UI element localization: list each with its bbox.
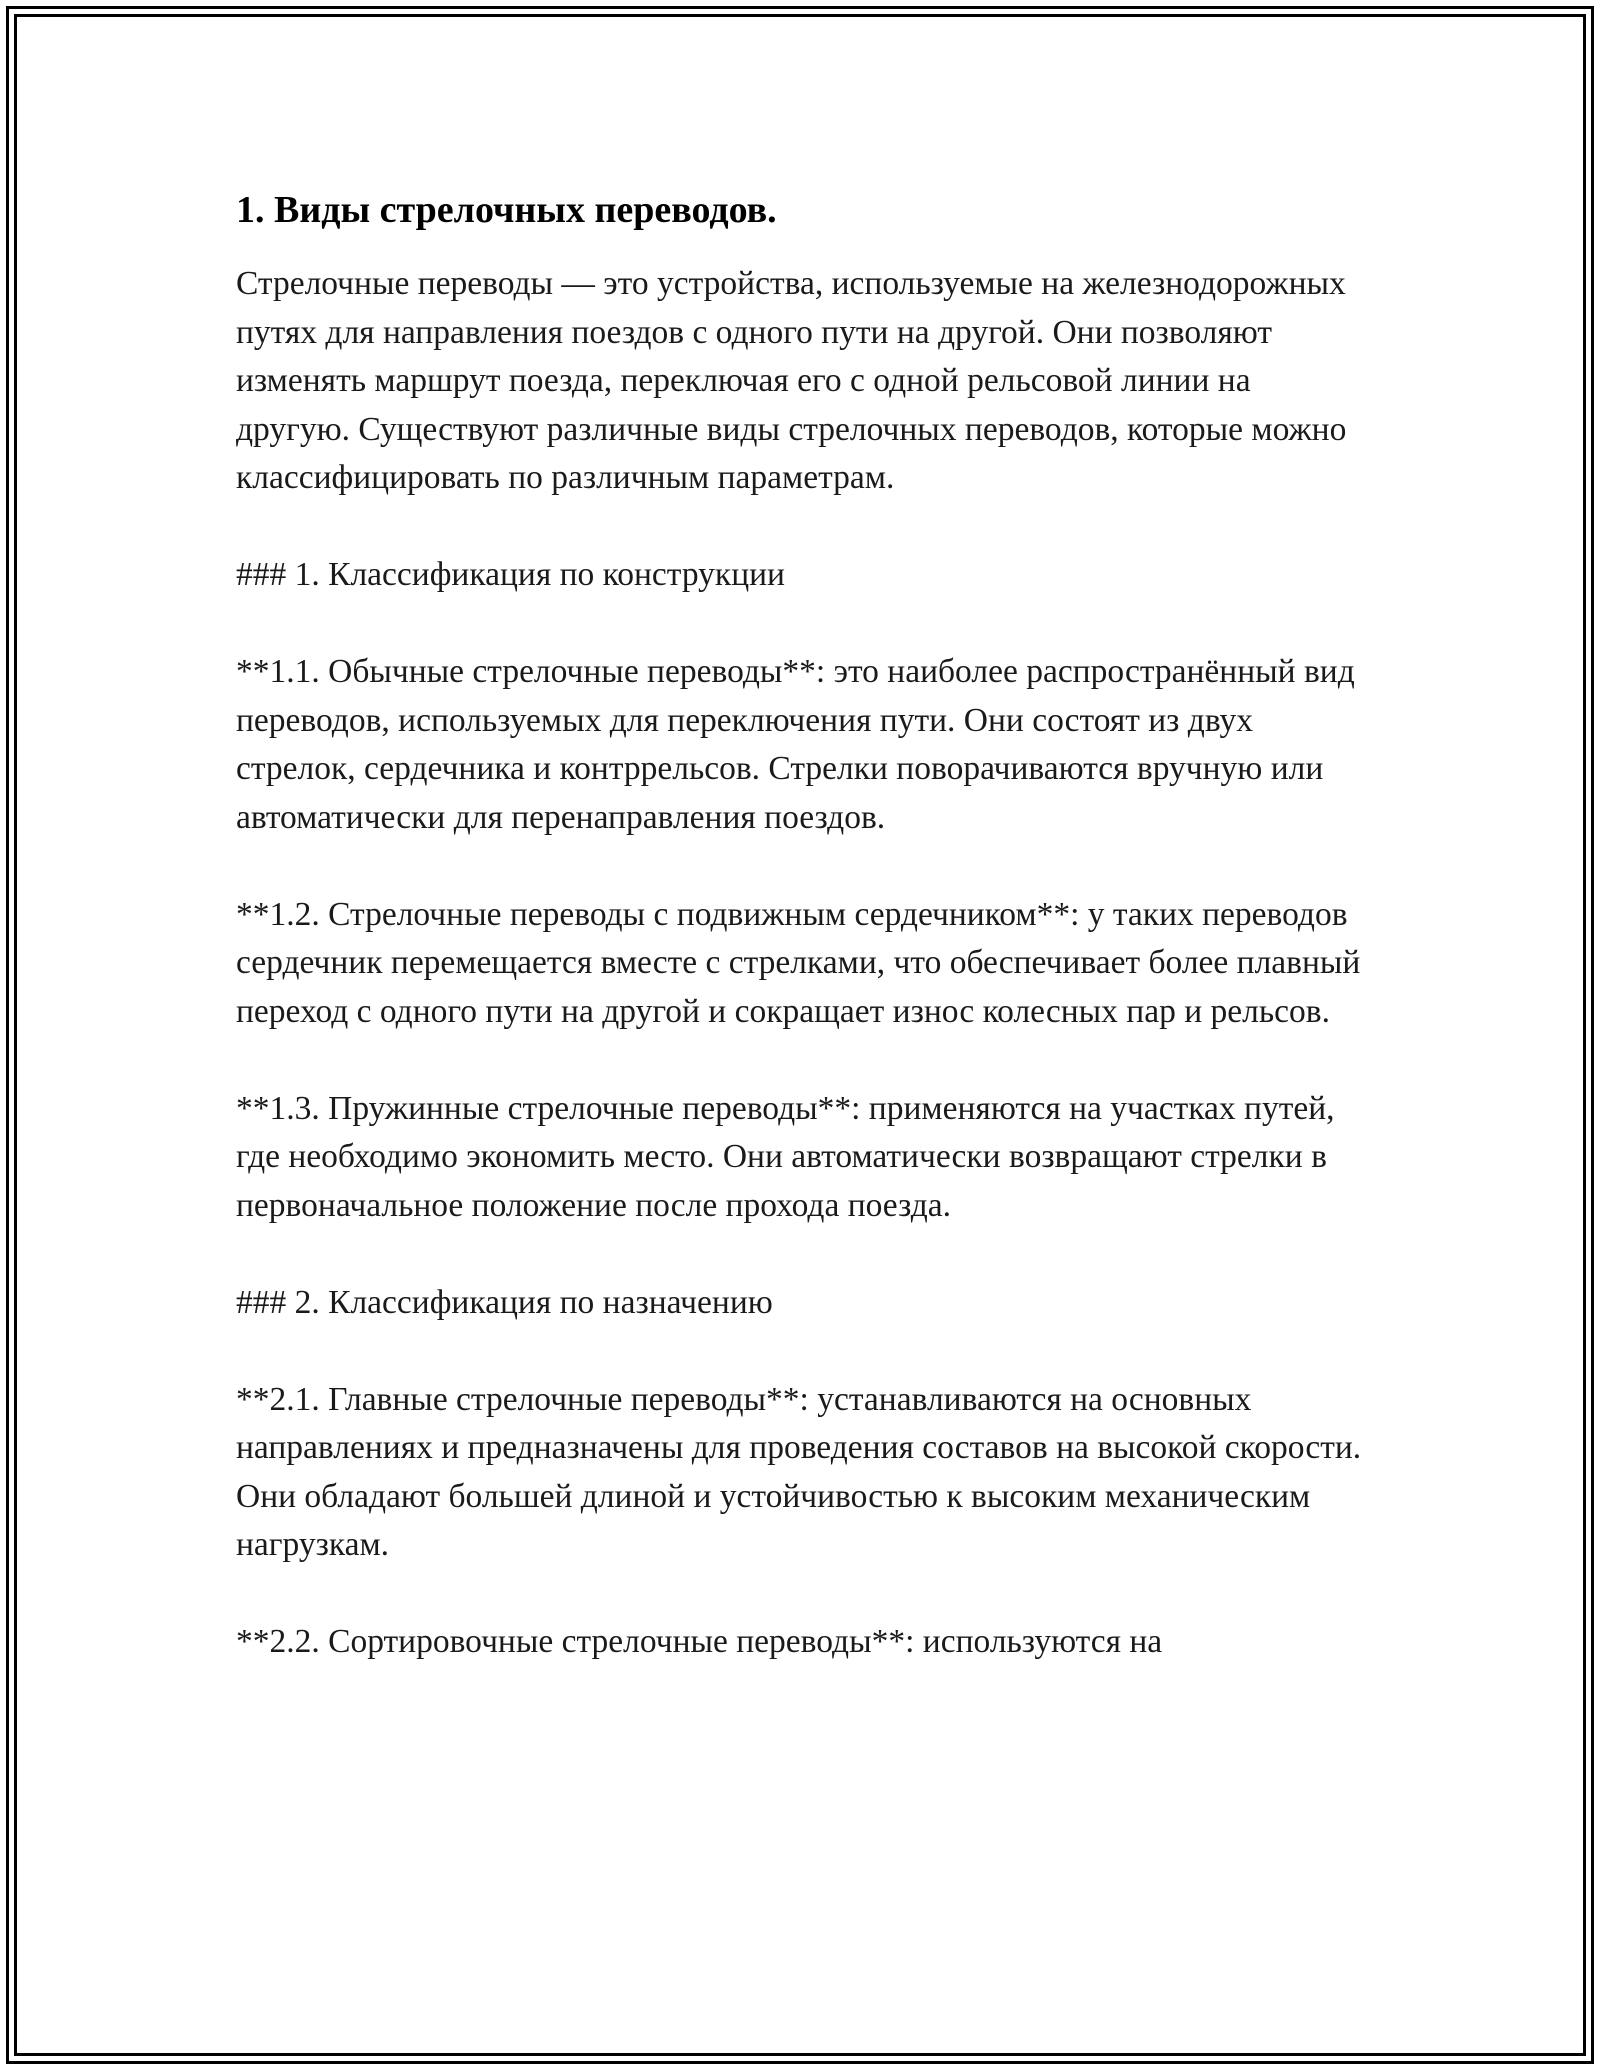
paragraph-2-2: **2.2. Сортировочные стрелочные переводы**: используются на bbox=[236, 1623, 1163, 1660]
paragraph-2-1: **2.1. Главные стрелочные переводы**: устанавливаются на основных направлениях и предназначены для проведения составов на высокой скорости. Они обладают большей длиной и устойчивостью к высоким механическим нагрузкам. bbox=[236, 1380, 1362, 1563]
paragraph-1-2: **1.2. Стрелочные переводы с подвижным сердечником**: у таких переводов сердечник перемещается вместе с стрелками, что обеспечивает более плавный переход с одного пути на другой и сокращает износ колесных пар и рельсов. bbox=[236, 895, 1361, 1030]
paragraph-1-3: **1.3. Пружинные стрелочные переводы**: применяются на участках путей, где необходимо экономить место. Они автоматически возвращают стрелки в первоначальное положение после прохода поезда. bbox=[236, 1089, 1335, 1224]
paragraph-1-1: **1.1. Обычные стрелочные переводы**: это наиболее распространённый вид переводов, используемых для переключения пути. Они состоят из двух стрелок, сердечника и контррельсов. Стрелки поворачиваются вручную или автоматически для перенаправления поездов. bbox=[236, 653, 1355, 836]
section-heading-purpose: ### 2. Классификация по назначению bbox=[236, 1283, 773, 1321]
section-heading-construction: ### 1. Классификация по конструкции bbox=[236, 556, 785, 593]
document-page bbox=[236, 186, 1366, 1667]
document-title: 1. Виды стрелочных переводов. bbox=[236, 189, 777, 231]
paragraph-intro: Стрелочные переводы — это устройства, используемые на железнодорожных путях для направления поездов с одного пути на другой. Они позволяют изменять маршрут поезда, переключая его с одной рельсовой линии на другую. Существуют различные виды стрелочных переводов, которые можно классифицировать по различным параметрам. bbox=[236, 265, 1347, 496]
